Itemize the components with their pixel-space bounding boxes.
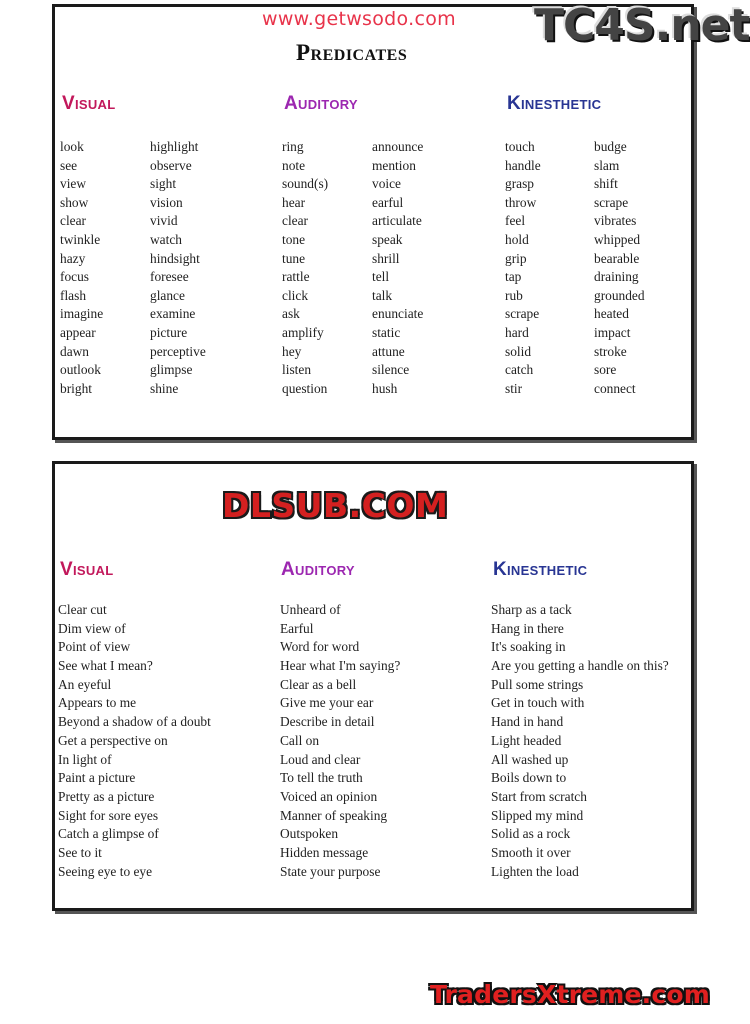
list-item: tell — [372, 269, 390, 285]
list-item: Lighten the load — [491, 863, 579, 879]
visual-phrases-column — [58, 601, 211, 881]
list-item: picture — [150, 324, 188, 340]
list-item: hindsight — [150, 250, 200, 266]
list-item: hush — [372, 380, 398, 396]
list-item: hear — [282, 194, 306, 210]
list-item: budge — [594, 139, 627, 154]
list-item: Hear what I'm saying? — [280, 658, 401, 674]
list-item: examine — [150, 306, 196, 322]
list-item: Sight for sore eyes — [58, 807, 159, 823]
list-item: perceptive — [150, 343, 206, 359]
list-item: shift — [594, 176, 618, 192]
list-item: dawn — [60, 343, 90, 359]
list-item: shrill — [372, 250, 400, 266]
list-item: bright — [60, 380, 92, 396]
list-item: Get in touch with — [491, 695, 585, 711]
list-item: Pull some strings — [491, 676, 584, 692]
heading-auditory: Auditory — [284, 93, 358, 114]
list-item: Hidden message — [280, 844, 369, 860]
list-item: Call on — [280, 732, 320, 748]
list-item: Sharp as a tack — [491, 602, 572, 617]
list-item: Boils down to — [491, 770, 567, 786]
list-item: shine — [150, 380, 179, 396]
list-item: tone — [282, 231, 306, 247]
list-item: hey — [282, 343, 302, 359]
list-item: heated — [594, 306, 629, 322]
watermark-tc4s-logo: TC4S.net — [534, 0, 750, 51]
list-item: throw — [505, 194, 537, 210]
phrases-heading-auditory: Auditory — [281, 559, 355, 580]
list-item: Hand in hand — [491, 714, 564, 730]
list-item: Clear as a bell — [280, 676, 357, 692]
list-item: scrape — [594, 194, 629, 210]
visual-words-column-1 — [60, 138, 103, 398]
heading-visual: Visual — [62, 93, 116, 114]
list-item: It's soaking in — [491, 639, 566, 655]
list-item: grasp — [505, 176, 535, 192]
list-item: Are you getting a handle on this? — [491, 658, 669, 674]
list-item: Outspoken — [280, 826, 339, 842]
list-item: Seeing eye to eye — [58, 863, 153, 879]
list-item: Beyond a shadow of a doubt — [58, 714, 211, 730]
list-item: view — [60, 176, 87, 192]
list-item: static — [372, 324, 401, 340]
list-item: watch — [150, 231, 182, 247]
list-item: Catch a glimpse of — [58, 826, 159, 842]
page-title: Predicates — [296, 40, 408, 65]
list-item: Solid as a rock — [491, 826, 571, 842]
list-item: To tell the truth — [280, 770, 363, 786]
list-item: bearable — [594, 250, 640, 266]
list-item: sore — [594, 362, 617, 378]
list-item: vision — [150, 194, 183, 210]
list-item: Describe in detail — [280, 714, 375, 730]
list-item: Paint a picture — [58, 770, 136, 786]
list-item: feel — [505, 213, 526, 229]
list-item: State your purpose — [280, 863, 381, 879]
list-item: glance — [150, 287, 185, 303]
list-item: Pretty as a picture — [58, 788, 155, 804]
list-item: grounded — [594, 287, 645, 303]
kinesthetic-words-column-1 — [505, 138, 541, 398]
list-item: Slipped my mind — [491, 807, 584, 823]
list-item: mention — [372, 157, 416, 173]
list-item: flash — [60, 287, 87, 303]
list-item: sight — [150, 176, 177, 192]
list-item: sound(s) — [282, 176, 329, 192]
list-item: note — [282, 157, 306, 173]
list-item: stir — [505, 380, 523, 396]
list-item: see — [60, 157, 78, 173]
phrases-heading-visual: Visual — [60, 559, 114, 580]
list-item: stroke — [594, 343, 627, 359]
auditory-phrases-column — [280, 601, 400, 881]
list-item: whipped — [594, 231, 641, 247]
list-item: solid — [505, 343, 532, 359]
list-item: tap — [505, 269, 522, 285]
list-item: hold — [505, 231, 529, 247]
list-item: vibrates — [594, 213, 637, 229]
list-item: outlook — [60, 362, 101, 378]
list-item: ring — [282, 139, 304, 154]
list-item: ask — [282, 306, 300, 322]
list-item: look — [60, 139, 84, 154]
list-item: Dim view of — [58, 620, 126, 636]
list-item: Appears to me — [58, 695, 137, 711]
list-item: rattle — [282, 269, 310, 285]
auditory-words-column-1 — [282, 138, 328, 398]
list-item: Point of view — [58, 639, 131, 655]
list-item: connect — [594, 380, 636, 396]
list-item: clear — [60, 213, 87, 229]
list-item: imagine — [60, 306, 104, 322]
list-item: Get a perspective on — [58, 732, 168, 748]
list-item: In light of — [58, 751, 112, 767]
phrases-heading-kinesthetic: Kinesthetic — [493, 559, 588, 580]
list-item: silence — [372, 362, 410, 378]
list-item: listen — [282, 362, 312, 378]
list-item: grip — [505, 250, 527, 266]
list-item: Unheard of — [280, 602, 341, 617]
kinesthetic-phrases-column — [491, 601, 669, 881]
list-item: draining — [594, 269, 639, 285]
kinesthetic-words-column-2 — [594, 138, 645, 398]
list-item: scrape — [505, 306, 540, 322]
list-item: twinkle — [60, 231, 101, 247]
list-item: question — [282, 380, 328, 396]
list-item: An eyeful — [58, 676, 112, 692]
list-item: appear — [60, 324, 96, 340]
list-item: observe — [150, 157, 192, 173]
list-item: foresee — [150, 269, 189, 285]
list-item: Hang in there — [491, 620, 564, 636]
list-item: tune — [282, 250, 306, 266]
list-item: attune — [372, 343, 405, 359]
list-item: Clear cut — [58, 602, 107, 617]
list-item: enunciate — [372, 306, 424, 322]
list-item: See what I mean? — [58, 658, 153, 674]
list-item: focus — [60, 269, 90, 285]
list-item: clear — [282, 213, 309, 229]
list-item: Voiced an opinion — [280, 788, 378, 804]
list-item: impact — [594, 324, 631, 340]
list-item: show — [60, 194, 89, 210]
list-item: handle — [505, 157, 541, 173]
list-item: vivid — [150, 213, 178, 229]
list-item: glimpse — [150, 362, 193, 378]
list-item: click — [282, 287, 309, 303]
list-item: All washed up — [491, 751, 569, 767]
heading-kinesthetic: Kinesthetic — [507, 93, 602, 114]
list-item: articulate — [372, 213, 422, 229]
list-item: Smooth it over — [491, 844, 571, 860]
list-item: Earful — [280, 620, 314, 636]
list-item: speak — [372, 231, 403, 247]
watermark-traders-logo: TradersXtreme.com — [430, 980, 711, 1009]
list-item: highlight — [150, 139, 199, 154]
list-item: touch — [505, 139, 535, 154]
list-item: catch — [505, 362, 534, 378]
list-item: Start from scratch — [491, 788, 587, 804]
list-item: slam — [594, 157, 620, 173]
list-item: amplify — [282, 324, 324, 340]
list-item: Light headed — [491, 732, 562, 748]
visual-words-column-2 — [150, 138, 206, 398]
list-item: voice — [372, 176, 401, 192]
list-item: talk — [372, 287, 393, 303]
watermark-dlsub-logo: DLSUB.COM — [222, 486, 449, 525]
watermark-url: www.getwsodo.com — [262, 8, 456, 30]
list-item: hazy — [60, 250, 86, 266]
list-item: announce — [372, 139, 424, 154]
list-item: Give me your ear — [280, 695, 374, 711]
auditory-words-column-2 — [372, 138, 423, 398]
list-item: hard — [505, 324, 529, 340]
list-item: earful — [372, 194, 404, 210]
list-item: See to it — [58, 844, 102, 860]
list-item: rub — [505, 287, 523, 303]
list-item: Loud and clear — [280, 751, 361, 767]
list-item: Manner of speaking — [280, 807, 388, 823]
list-item: Word for word — [280, 639, 360, 655]
